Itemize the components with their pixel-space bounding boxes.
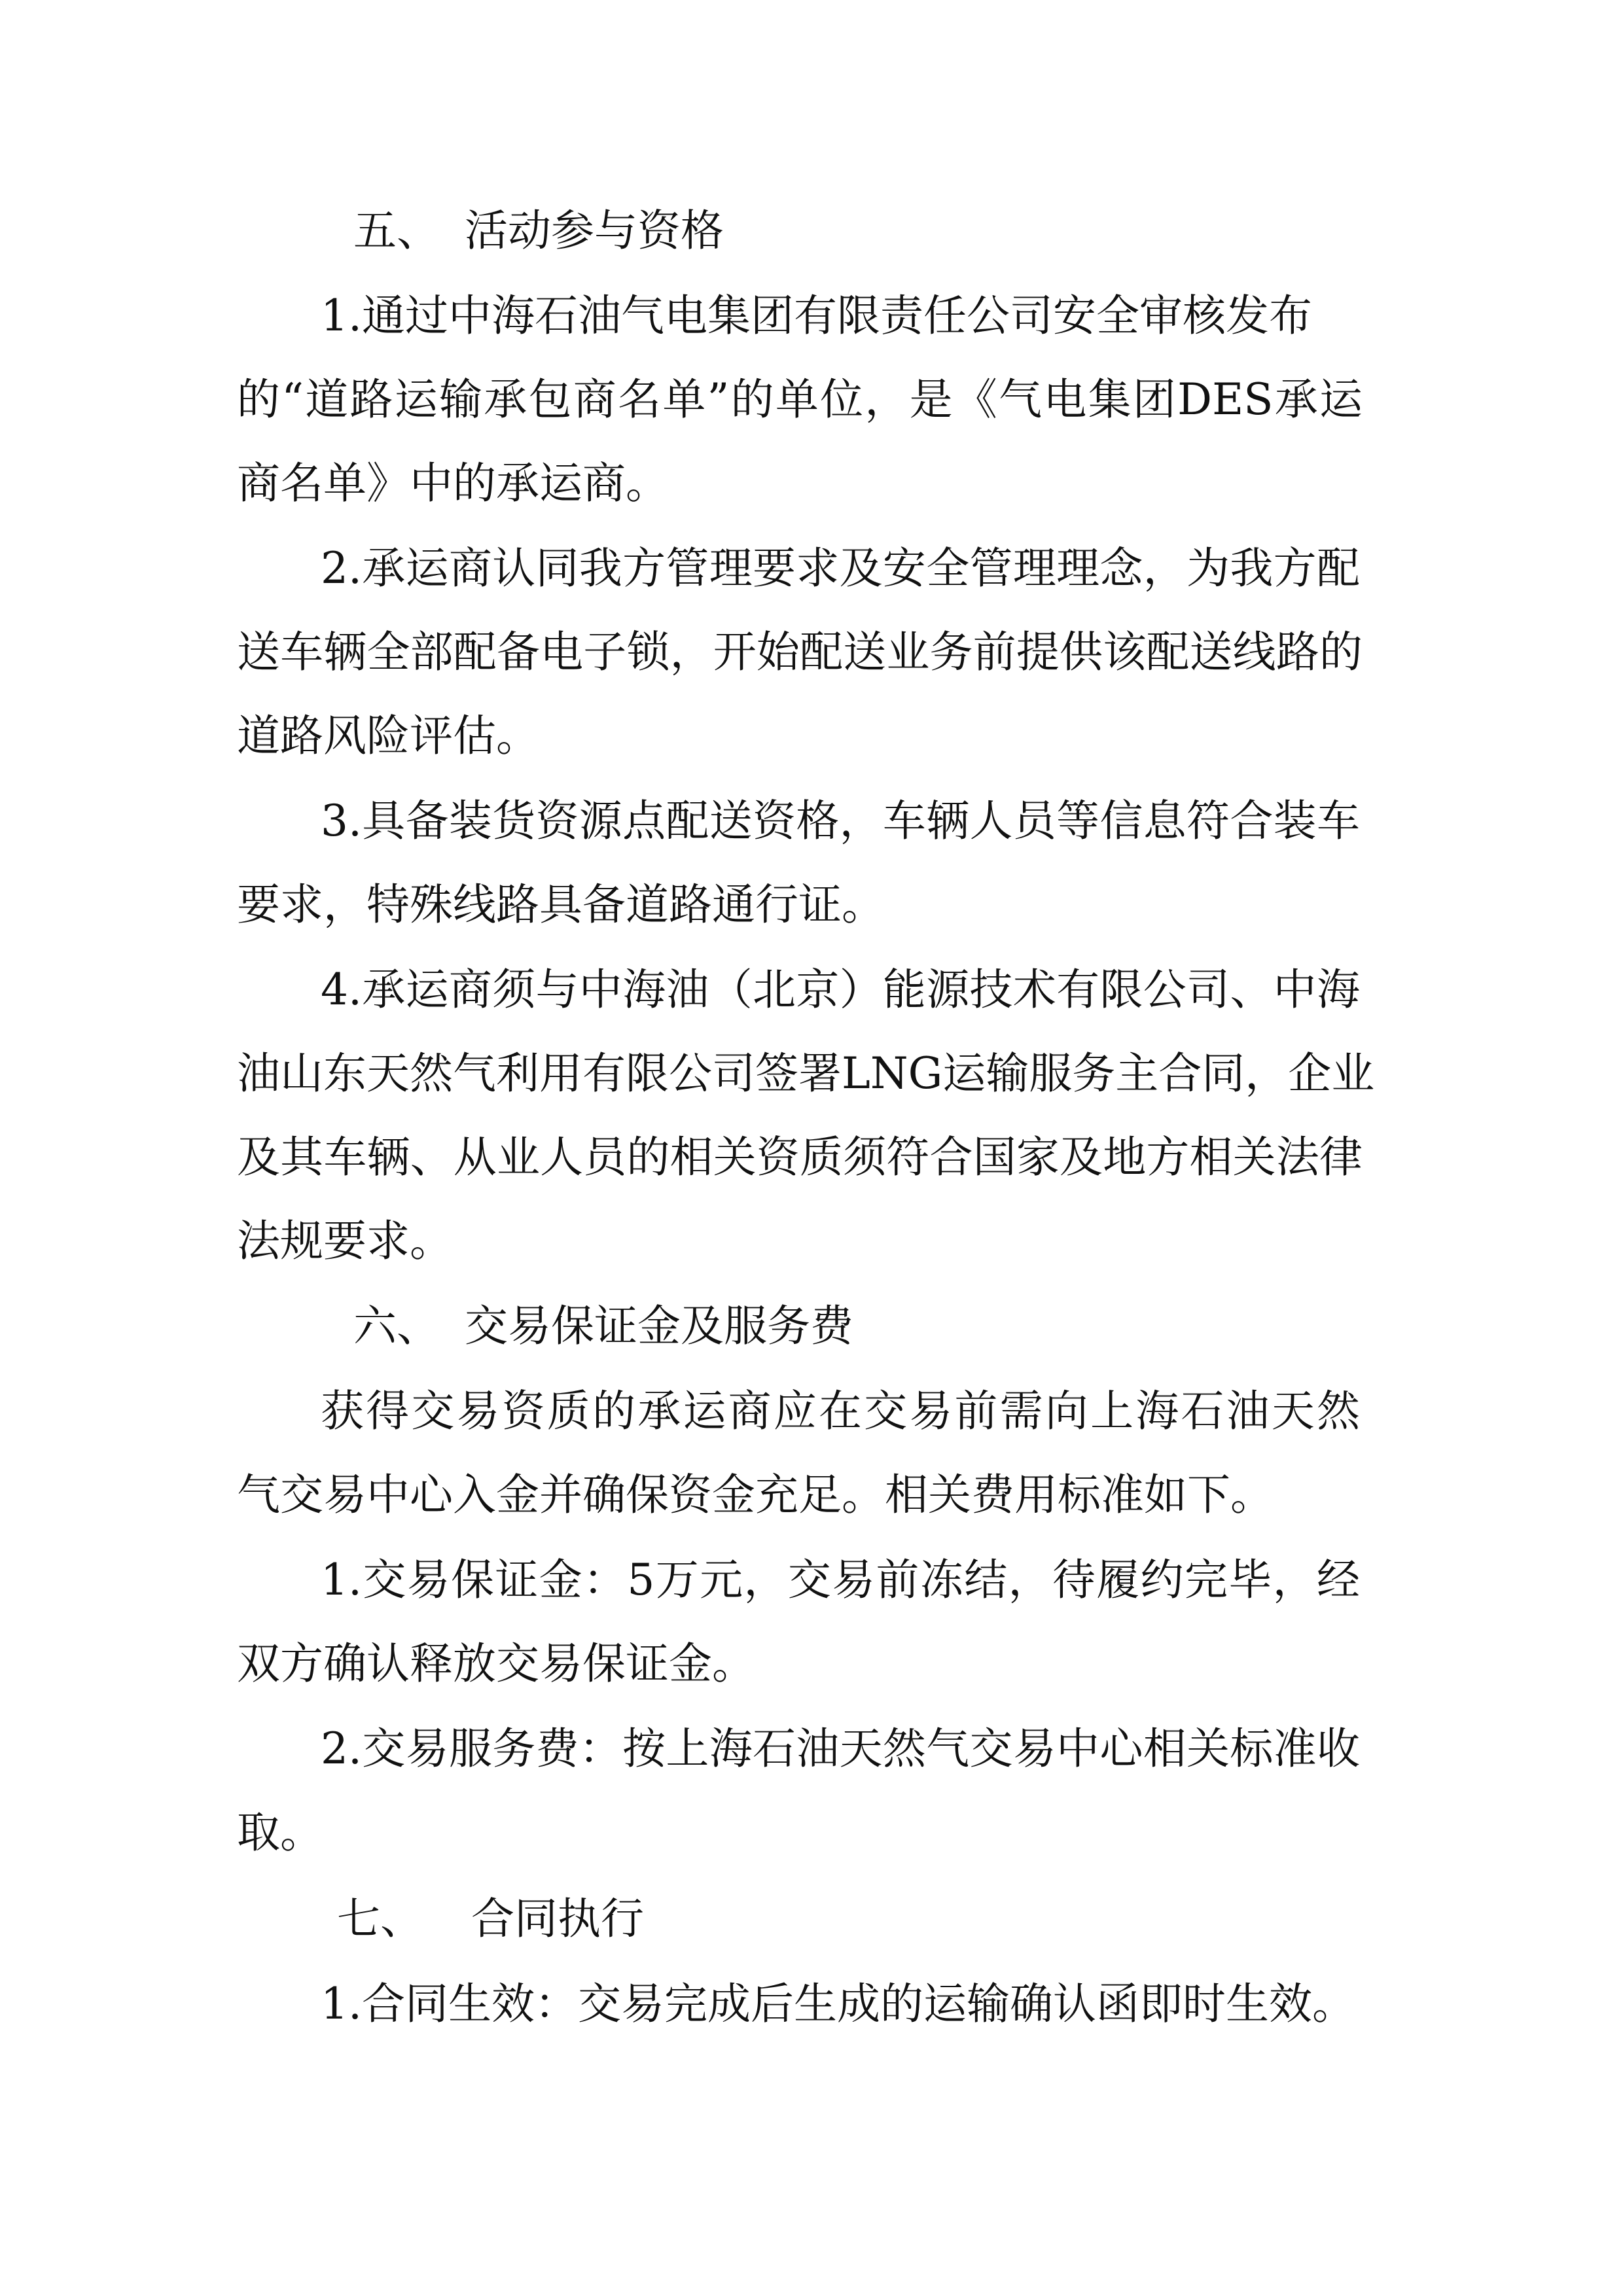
paragraph-line: 及其车辆、从业人员的相关资质须符合国家及地方相关法律 bbox=[237, 1132, 1363, 1182]
paragraph-line: 商名单》中的承运商。 bbox=[237, 458, 669, 508]
paragraph-line: 4.承运商须与中海油（北京）能源技术有限公司、中海 bbox=[321, 964, 1360, 1015]
paragraph-line: 1.通过中海石油气电集团有限责任公司安全审核发布 bbox=[321, 291, 1312, 341]
section-title: 交易保证金及服务费 bbox=[465, 1301, 853, 1351]
paragraph-line: 的“道路运输承包商名单”的单位，是《气电集团DES承运 bbox=[237, 374, 1363, 425]
paragraph-line: 油山东天然气利用有限公司签署LNG运输服务主合同，企业 bbox=[237, 1048, 1375, 1099]
paragraph-line: 气交易中心入金并确保资金充足。相关费用标准如下。 bbox=[237, 1470, 1274, 1520]
paragraph-line: 3.具备装货资源点配送资格，车辆人员等信息符合装车 bbox=[321, 796, 1360, 846]
paragraph-line: 2.交易服务费：按上海石油天然气交易中心相关标准收 bbox=[321, 1723, 1360, 1774]
section-title: 合同执行 bbox=[471, 1894, 644, 1944]
section-number: 五、 bbox=[353, 205, 440, 256]
paragraph-line: 1.交易保证金：5万元，交易前冻结，待履约完毕，经 bbox=[321, 1555, 1360, 1605]
paragraph-line: 道路风险评估。 bbox=[237, 711, 539, 761]
paragraph-line: 要求，特殊线路具备道路通行证。 bbox=[237, 879, 885, 930]
paragraph-line: 双方确认释放交易保证金。 bbox=[237, 1638, 755, 1689]
section-title: 活动参与资格 bbox=[465, 205, 724, 256]
paragraph-line: 取。 bbox=[237, 1807, 323, 1858]
paragraph-line: 获得交易资质的承运商应在交易前需向上海石油天然 bbox=[321, 1386, 1360, 1436]
paragraph-line: 法规要求。 bbox=[237, 1216, 453, 1266]
section-number: 七、 bbox=[337, 1894, 423, 1944]
paragraph-line: 1.合同生效：交易完成后生成的运输确认函即时生效。 bbox=[321, 1979, 1355, 2029]
paragraph-line: 2.承运商认同我方管理要求及安全管理理念，为我方配 bbox=[321, 543, 1360, 593]
section-number: 六、 bbox=[353, 1301, 440, 1351]
paragraph-line: 送车辆全部配备电子锁，开始配送业务前提供该配送线路的 bbox=[237, 627, 1363, 677]
